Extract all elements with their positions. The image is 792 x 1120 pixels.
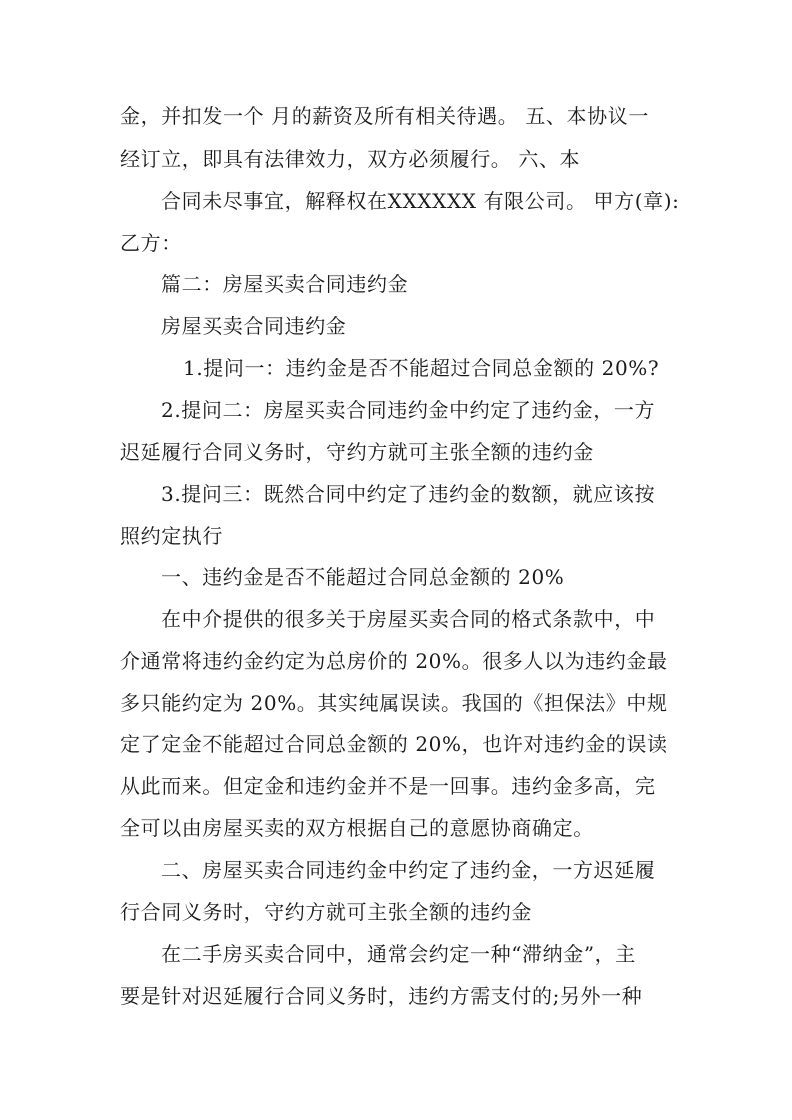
text-line: 在二手房买卖合同中，通常会约定一种“滞纳金”，主: [161, 942, 636, 966]
text-line: 要是针对迟延履行合同义务时，违约方需支付的;另外一种: [120, 984, 643, 1008]
text-line: 金，并扣发一个 月的薪资及所有相关待遇。 五、本协议一: [120, 104, 649, 128]
text-line: 从此而来。但定金和违约金并不是一回事。违约金多高，完: [120, 774, 656, 798]
text-line: 合同未尽事宜，解释权在XXXXXX 有限公司。 甲方(章):: [161, 189, 680, 213]
subsection-heading: 二、房屋买卖合同违约金中约定了违约金，一方迟延履: [161, 858, 656, 882]
section-heading: 篇二：房屋买卖合同违约金: [161, 272, 409, 296]
question-item: 3.提问三：既然合同中约定了违约金的数额，就应该按: [161, 482, 656, 506]
text-line: 介通常将违约金约定为总房价的 20%。很多人以为违约金最: [120, 649, 668, 673]
text-line: 迟延履行合同义务时，守约方就可主张全额的违约金: [120, 440, 594, 464]
text-line: 行合同义务时，守约方就可主张全额的违约金: [120, 900, 532, 924]
text-line: 全可以由房屋买卖的双方根据自己的意愿协商确定。: [120, 816, 594, 840]
text-line: 乙方：: [120, 231, 182, 255]
text-line: 定了定金不能超过合同总金额的 20%，也许对违约金的误读: [120, 732, 668, 756]
question-item: 1.提问一：违约金是否不能超过合同总金额的 20%?: [183, 356, 660, 380]
text-line: 照约定执行: [120, 524, 223, 548]
question-item: 2.提问二：房屋买卖合同违约金中约定了违约金，一方: [161, 398, 656, 422]
text-line: 经订立，即具有法律效力，双方必须履行。 六、本: [120, 147, 581, 171]
text-line: 多只能约定为 20%。其实纯属误读。我国的《担保法》中规: [120, 691, 668, 715]
subsection-heading: 一、违约金是否不能超过合同总金额的 20%: [161, 565, 565, 589]
section-title: 房屋买卖合同违约金: [161, 314, 347, 338]
text-line: 在中介提供的很多关于房屋买卖合同的格式条款中，中: [161, 607, 656, 631]
